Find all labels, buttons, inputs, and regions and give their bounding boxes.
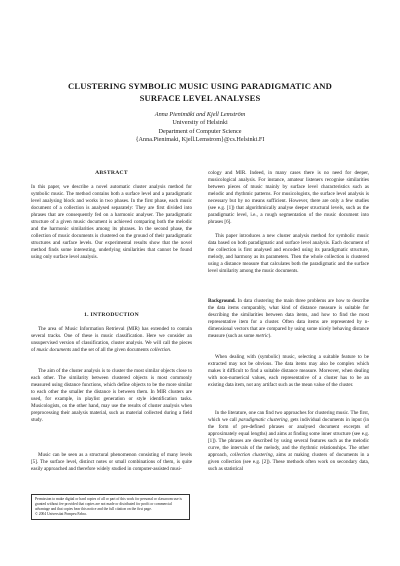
intro-p1-text-a: The area of Music Information Retrieval (MIR) has extended to contain several tracks. One of these is music classification. Here we consider an unsupervised version of classification, cluster analysis. We will call the pieces of — [31, 326, 192, 354]
right-paragraph-1: cology and MIR. Indeed, in many cases there is no need for deeper, musicological analysis. For instance, amateur listeners recognise similarities between pieces of music mainly by surface level characteristics such as melodic and rhythmic patterns. For musicologists, the surface level analysis is necessary but by no means sufficient. However, there are only a few studies (see e.g. [1]) that algorithmically analyse deeper structural levels, such as the paradigmatic level, i.e., a rough segmentation of the music document into phrases [6]. — [208, 170, 369, 226]
right-p5-text-a: In the literature, one can find two approaches for clustering music. The first, which we call — [208, 410, 369, 424]
paper-title — [30, 80, 370, 104]
intro-paragraph-3: Music can be seen as a structural phenomenon consisting of many levels [5]. The surface level, distinct notes or small combinations of them, is quite easily approached and therefore widely studied in computer-assisted musi- — [31, 452, 192, 473]
right-p5-emphasis-1: paradigmatic clustering — [238, 417, 288, 424]
affiliation-university: University of Helsinki — [172, 119, 228, 127]
author-block — [30, 111, 370, 145]
affiliation-department: Department of Computer Science — [158, 127, 242, 135]
introduction-heading: 1. INTRODUCTION — [84, 312, 139, 318]
background-lead: Background. — [208, 298, 236, 304]
background-paragraph — [208, 298, 369, 340]
intro-p1-emphasis-2: collection — [150, 347, 170, 354]
title-line-1: CLUSTERING SYMBOLIC MUSIC USING PARADIGMATIC AND — [67, 81, 332, 91]
intro-p1-text-b: and the set of all the given documents — [71, 347, 151, 354]
intro-paragraph-1 — [31, 326, 192, 354]
right-paragraph-4: When dealing with (symbolic) music, selecting a suitable feature to be extracted may not be obvious. The data items may also be complex which makes it difficult to find a suitable distance measure. Moreover, when dealing with non-numerical values, each representative of a cluster has to be an existing data item, not any artifact such as the mean value of the cluster. — [208, 354, 369, 389]
author-email: {Anna.Pienimaki, Kjell.Lemstrom}@cs.Helsinki.FI — [135, 136, 265, 144]
copyright-footnote — [31, 494, 190, 520]
abstract-text: In this paper, we describe a novel automatic cluster analysis method for symbolic music. The method contains both a surface level and a paradigmatic level analysing block and works in two phases. In the first phase, each music document of a collection is analysed separately: They are first divided into phrases that are consequently fed on a harmonic analyser. The paradigmatic structure of a given music document is achieved comparing both the melodic and the harmonic similarities among its phrases. In the second phase, the collection of music documents is clustered on the ground of their paradigmatic structures and surface levels. Our experimental results show that the novel method finds some interesting, underlying similarities that cannot be found using only surface level analysis. — [31, 184, 192, 261]
right-paragraph-2: This paper introduces a new cluster analysis method for symbolic music data based on both paradigmatic and surface level analysis. Each document of the collection is first analysed and encoded using its paradigmatic structure, melody, and harmony as its parameters. Then the whole collection is clustered using a distance measure that calculates both the paradigmatic and the surface level similarity among the music documents. — [208, 233, 369, 275]
background-emphasis: metric — [255, 333, 269, 340]
right-p5-text-c: , aims at making clusters of documents in a given collection (see e.g. [2]). These methods often work on secondary data, such as statistical — [208, 452, 369, 473]
intro-p1-emphasis-1: music documents — [36, 347, 72, 354]
author-names: Anna Pienimäki and Kjell Lemström — [154, 111, 246, 118]
abstract-heading: ABSTRACT — [95, 170, 128, 176]
background-text-a: In data clustering the main three problems are how to describe the data items comparably, what kind of distance measure is suitable for describing the similarities between data items, and how to find the most representative item for a cluster. Often data items are represented by n-dimensional vectors that are compared by using some nicely behaving distance measure (such as some — [208, 298, 369, 340]
copyright-notice: © 2004 Universitat Pompeu Fabra. — [35, 512, 87, 516]
intro-paragraph-2: The aim of the cluster analysis is to cluster the most similar objects close to each other. The similarity between clustered objects is most commonly measured using distance functions, which define objects to be the more similar to each other the smaller the distance is between them. In MIR clusters are used, for example, in playlist generation or style identification tasks. Musicologists, on the other hand, may use the results of cluster analysis when preprocessing their analysis material, such as material collected during a field study. — [31, 368, 192, 424]
intro-p1-text-c: . — [169, 347, 172, 354]
right-paragraph-5 — [208, 410, 369, 473]
background-text-b: ). — [268, 333, 272, 340]
right-p5-text-b: , gets individual documents in input (in the form of pre-defined phrases or analysed document excerpts of approximately equal lengths) and aims at finding some inner structure (see e.g. [1]). The phrases are described by using several features such as the melodic curve, the intervals of the melody, and the rhythmic relationships. The other approach, — [208, 417, 369, 459]
right-p5-emphasis-2: collection clustering — [230, 452, 273, 459]
permission-notice: Permission to make digital or hard copies of all or part of this work for personal or classroom use is granted without fee provided that copies are not made or distributed for profit or commercial advantage and that copies bear this notice and the full citation on the first page. — [35, 497, 182, 511]
title-line-2: SURFACE LEVEL ANALYSES — [139, 93, 261, 103]
